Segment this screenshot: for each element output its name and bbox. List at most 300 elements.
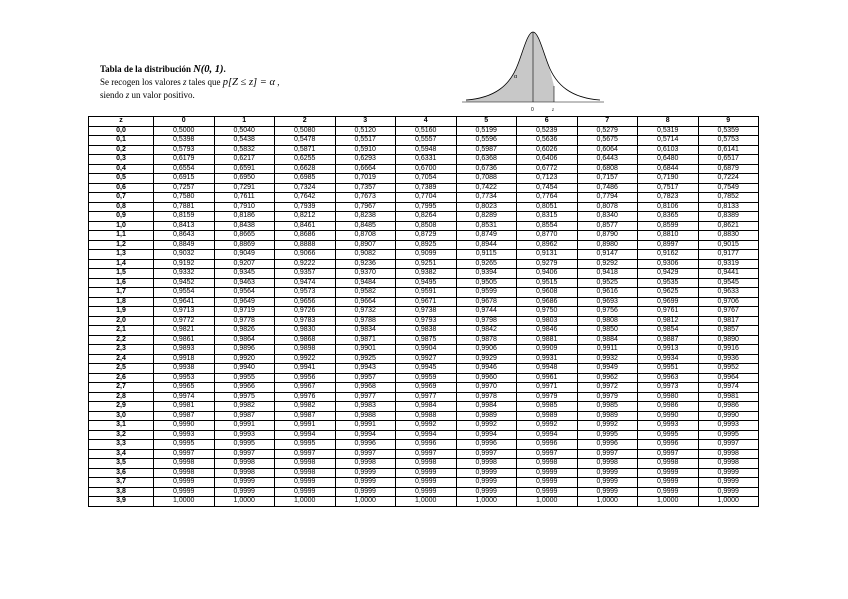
probability-cell: 0,9803 (517, 316, 578, 326)
probability-cell: 0,9979 (517, 392, 578, 402)
probability-cell: 0,9984 (456, 402, 517, 412)
probability-cell: 0,7852 (698, 193, 759, 203)
probability-cell: 0,9332 (154, 269, 215, 279)
line3-variable: z (125, 90, 130, 100)
probability-cell: 0,9846 (517, 326, 578, 336)
probability-cell: 0,9871 (335, 335, 396, 345)
z-value-cell: 2,4 (89, 354, 154, 364)
probability-cell: 0,9693 (577, 297, 638, 307)
z-value-cell: 2,9 (89, 402, 154, 412)
probability-cell: 0,8997 (638, 240, 699, 250)
probability-cell: 1,0000 (577, 497, 638, 507)
probability-cell: 0,8238 (335, 212, 396, 222)
probability-cell: 0,9706 (698, 297, 759, 307)
probability-cell: 0,9177 (698, 250, 759, 260)
probability-cell: 0,9821 (154, 326, 215, 336)
probability-cell: 0,9887 (638, 335, 699, 345)
probability-cell: 0,9999 (456, 487, 517, 497)
probability-cell: 0,9948 (517, 364, 578, 374)
z-value-cell: 3,6 (89, 468, 154, 478)
probability-cell: 0,9982 (275, 402, 336, 412)
probability-cell: 0,9982 (214, 402, 275, 412)
z-value-cell: 3,8 (89, 487, 154, 497)
probability-cell: 0,5987 (456, 145, 517, 155)
probability-cell: 0,9994 (517, 430, 578, 440)
probability-cell: 0,9394 (456, 269, 517, 279)
probability-cell: 0,9998 (396, 459, 457, 469)
normal-distribution-table (88, 116, 759, 507)
probability-cell: 0,9279 (517, 259, 578, 269)
probability-cell: 0,9032 (154, 250, 215, 260)
probability-cell: 0,9608 (517, 288, 578, 298)
probability-cell: 0,9916 (698, 345, 759, 355)
probability-cell: 0,8212 (275, 212, 336, 222)
table-row (89, 440, 759, 450)
title-formula: N(0, 1) (193, 64, 224, 75)
probability-cell: 0,8315 (517, 212, 578, 222)
probability-cell: 0,9857 (698, 326, 759, 336)
probability-cell: 0,7673 (335, 193, 396, 203)
probability-cell: 0,9970 (456, 383, 517, 393)
probability-cell: 0,9222 (275, 259, 336, 269)
description-line-1 (100, 76, 430, 89)
probability-cell: 0,9988 (335, 411, 396, 421)
probability-cell: 0,9484 (335, 278, 396, 288)
probability-cell: 0,9932 (577, 354, 638, 364)
table-row (89, 326, 759, 336)
probability-cell: 0,9515 (517, 278, 578, 288)
table-row (89, 202, 759, 212)
z-value-cell: 2,5 (89, 364, 154, 374)
probability-cell: 0,9952 (698, 364, 759, 374)
z-value-cell: 0,6 (89, 183, 154, 193)
probability-cell: 0,9817 (698, 316, 759, 326)
probability-cell: 0,7794 (577, 193, 638, 203)
probability-cell: 0,9998 (154, 459, 215, 469)
probability-cell: 0,6879 (698, 164, 759, 174)
probability-cell: 0,7734 (456, 193, 517, 203)
probability-cell: 0,9967 (275, 383, 336, 393)
probability-cell: 0,6480 (638, 155, 699, 165)
probability-cell: 0,9441 (698, 269, 759, 279)
line2-variable: z (182, 77, 187, 87)
probability-cell: 0,9987 (154, 411, 215, 421)
probability-cell: 0,5160 (396, 126, 457, 136)
table-row (89, 269, 759, 279)
probability-cell: 0,9995 (154, 440, 215, 450)
probability-cell: 0,9995 (698, 430, 759, 440)
probability-cell: 0,9991 (335, 421, 396, 431)
probability-cell: 0,9616 (577, 288, 638, 298)
probability-cell: 0,8665 (214, 231, 275, 241)
probability-cell: 0,9987 (275, 411, 336, 421)
probability-cell: 0,9292 (577, 259, 638, 269)
probability-cell: 0,9251 (396, 259, 457, 269)
column-header-0: 0 (154, 117, 215, 127)
probability-cell: 0,9147 (577, 250, 638, 260)
table-title (100, 63, 430, 76)
table-row (89, 193, 759, 203)
probability-cell: 0,9893 (154, 345, 215, 355)
probability-cell: 0,7157 (577, 174, 638, 184)
probability-cell: 0,9997 (517, 449, 578, 459)
probability-cell: 0,7642 (275, 193, 336, 203)
probability-cell: 0,9345 (214, 269, 275, 279)
table-row (89, 297, 759, 307)
probability-cell: 0,9973 (638, 383, 699, 393)
probability-cell: 0,9992 (396, 421, 457, 431)
probability-cell: 0,9997 (638, 449, 699, 459)
z-value-cell: 0,1 (89, 136, 154, 146)
probability-cell: 0,9966 (214, 383, 275, 393)
probability-cell: 0,9793 (396, 316, 457, 326)
probability-cell: 0,8907 (335, 240, 396, 250)
table-row (89, 373, 759, 383)
probability-cell: 0,9999 (577, 487, 638, 497)
z-value-cell: 0,3 (89, 155, 154, 165)
probability-cell: 0,9999 (214, 487, 275, 497)
probability-cell: 0,9319 (698, 259, 759, 269)
probability-cell: 0,9265 (456, 259, 517, 269)
probability-cell: 0,8925 (396, 240, 457, 250)
probability-cell: 0,9699 (638, 297, 699, 307)
z-value-cell: 1,4 (89, 259, 154, 269)
probability-cell: 0,9998 (698, 449, 759, 459)
probability-cell: 0,9993 (638, 421, 699, 431)
probability-cell: 0,9162 (638, 250, 699, 260)
probability-cell: 0,9980 (638, 392, 699, 402)
probability-cell: 0,9999 (335, 487, 396, 497)
line2-suffix: , (274, 77, 280, 87)
probability-cell: 0,9994 (275, 430, 336, 440)
z-label: z (552, 108, 554, 113)
probability-cell: 0,8186 (214, 212, 275, 222)
probability-cell: 0,9909 (517, 345, 578, 355)
probability-cell: 0,9998 (154, 468, 215, 478)
probability-cell: 0,9997 (154, 449, 215, 459)
probability-cell: 0,6772 (517, 164, 578, 174)
probability-cell: 0,6628 (275, 164, 336, 174)
probability-cell: 0,9881 (517, 335, 578, 345)
z-value-cell: 1,0 (89, 221, 154, 231)
probability-cell: 0,9999 (396, 487, 457, 497)
probability-cell: 0,9890 (698, 335, 759, 345)
probability-cell: 0,9993 (154, 430, 215, 440)
probability-cell: 0,9999 (456, 468, 517, 478)
line3-prefix: siendo (100, 90, 126, 100)
z-value-cell: 3,9 (89, 497, 154, 507)
probability-formula: p[Z ≤ z] = α (222, 77, 275, 88)
probability-cell: 0,6591 (214, 164, 275, 174)
probability-cell: 0,9656 (275, 297, 336, 307)
probability-cell: 0,9834 (335, 326, 396, 336)
probability-cell: 0,9975 (214, 392, 275, 402)
column-header-1: 1 (214, 117, 275, 127)
probability-cell: 0,9999 (154, 487, 215, 497)
probability-cell: 0,7995 (396, 202, 457, 212)
probability-cell: 0,8962 (517, 240, 578, 250)
probability-cell: 0,9997 (214, 449, 275, 459)
probability-cell: 0,9959 (396, 373, 457, 383)
probability-cell: 0,9974 (154, 392, 215, 402)
probability-cell: 0,9927 (396, 354, 457, 364)
probability-cell: 0,8159 (154, 212, 215, 222)
table-row (89, 259, 759, 269)
probability-cell: 0,8749 (456, 231, 517, 241)
z-value-cell: 2,3 (89, 345, 154, 355)
z-value-cell: 2,8 (89, 392, 154, 402)
table-row (89, 126, 759, 136)
probability-cell: 0,9981 (154, 402, 215, 412)
z-value-cell: 2,1 (89, 326, 154, 336)
table-row (89, 411, 759, 421)
probability-cell: 0,9808 (577, 316, 638, 326)
probability-cell: 0,9382 (396, 269, 457, 279)
probability-cell: 0,8051 (517, 202, 578, 212)
probability-cell: 0,6915 (154, 174, 215, 184)
probability-cell: 0,6179 (154, 155, 215, 165)
probability-cell: 0,9997 (335, 449, 396, 459)
probability-cell: 0,9992 (517, 421, 578, 431)
probability-cell: 0,9986 (638, 402, 699, 412)
probability-cell: 0,5319 (638, 126, 699, 136)
probability-cell: 0,9406 (517, 269, 578, 279)
probability-cell: 0,9495 (396, 278, 457, 288)
z-value-cell: 0,8 (89, 202, 154, 212)
probability-cell: 0,6808 (577, 164, 638, 174)
probability-cell: 0,6406 (517, 155, 578, 165)
probability-cell: 0,9850 (577, 326, 638, 336)
probability-cell: 0,6985 (275, 174, 336, 184)
probability-cell: 0,6368 (456, 155, 517, 165)
table-row (89, 240, 759, 250)
probability-cell: 0,5517 (335, 136, 396, 146)
probability-cell: 0,9969 (396, 383, 457, 393)
probability-cell: 0,9788 (335, 316, 396, 326)
probability-cell: 0,7967 (335, 202, 396, 212)
z-value-cell: 3,3 (89, 440, 154, 450)
probability-cell: 0,7324 (275, 183, 336, 193)
probability-cell: 0,9999 (456, 478, 517, 488)
probability-cell: 0,9991 (275, 421, 336, 431)
title-suffix: . (223, 64, 226, 74)
z-value-cell: 2,2 (89, 335, 154, 345)
probability-cell: 0,9207 (214, 259, 275, 269)
z-value-cell: 0,9 (89, 212, 154, 222)
probability-cell: 0,7257 (154, 183, 215, 193)
probability-cell: 0,9357 (275, 269, 336, 279)
probability-cell: 0,5753 (698, 136, 759, 146)
probability-cell: 0,8106 (638, 202, 699, 212)
z-value-cell: 1,1 (89, 231, 154, 241)
probability-cell: 0,9949 (577, 364, 638, 374)
probability-cell: 0,9955 (214, 373, 275, 383)
probability-cell: 0,8340 (577, 212, 638, 222)
table-row (89, 231, 759, 241)
probability-cell: 0,8389 (698, 212, 759, 222)
probability-cell: 0,9744 (456, 307, 517, 317)
table-row (89, 307, 759, 317)
probability-cell: 0,9961 (517, 373, 578, 383)
probability-cell: 0,9999 (638, 468, 699, 478)
z-value-cell: 0,2 (89, 145, 154, 155)
normal-curve-figure (458, 28, 608, 116)
probability-cell: 0,9996 (638, 440, 699, 450)
probability-cell: 0,9750 (517, 307, 578, 317)
table-row (89, 250, 759, 260)
probability-cell: 0,9049 (214, 250, 275, 260)
probability-cell: 0,7054 (396, 174, 457, 184)
probability-cell: 0,8023 (456, 202, 517, 212)
probability-cell: 0,9998 (577, 459, 638, 469)
probability-cell: 0,9989 (517, 411, 578, 421)
probability-cell: 0,9591 (396, 288, 457, 298)
probability-cell: 0,8438 (214, 221, 275, 231)
probability-cell: 1,0000 (698, 497, 759, 507)
probability-cell: 0,9989 (456, 411, 517, 421)
probability-cell: 0,9864 (214, 335, 275, 345)
probability-cell: 0,8264 (396, 212, 457, 222)
probability-cell: 0,7580 (154, 193, 215, 203)
column-header-9: 9 (698, 117, 759, 127)
table-row (89, 468, 759, 478)
probability-cell: 0,9726 (275, 307, 336, 317)
probability-cell: 0,9990 (154, 421, 215, 431)
probability-cell: 0,9960 (456, 373, 517, 383)
probability-cell: 0,7704 (396, 193, 457, 203)
probability-cell: 0,7910 (214, 202, 275, 212)
probability-cell: 0,9826 (214, 326, 275, 336)
table-header-row (89, 117, 759, 127)
probability-cell: 0,9992 (577, 421, 638, 431)
probability-cell: 0,9951 (638, 364, 699, 374)
probability-cell: 0,7764 (517, 193, 578, 203)
z-value-cell: 1,8 (89, 297, 154, 307)
probability-cell: 0,9505 (456, 278, 517, 288)
z-value-cell: 1,6 (89, 278, 154, 288)
probability-cell: 0,9997 (577, 449, 638, 459)
probability-cell: 0,5557 (396, 136, 457, 146)
probability-cell: 0,7019 (335, 174, 396, 184)
probability-cell: 0,9452 (154, 278, 215, 288)
table-row (89, 392, 759, 402)
probability-cell: 0,9719 (214, 307, 275, 317)
probability-cell: 0,8554 (517, 221, 578, 231)
table-body (89, 126, 759, 506)
z-value-cell: 0,5 (89, 174, 154, 184)
probability-cell: 0,9929 (456, 354, 517, 364)
table-row (89, 316, 759, 326)
probability-cell: 0,9946 (456, 364, 517, 374)
probability-cell: 0,5793 (154, 145, 215, 155)
probability-cell: 0,9991 (214, 421, 275, 431)
probability-cell: 0,9968 (335, 383, 396, 393)
probability-cell: 0,9999 (517, 478, 578, 488)
column-header-7: 7 (577, 117, 638, 127)
probability-cell: 1,0000 (456, 497, 517, 507)
probability-cell: 0,9664 (335, 297, 396, 307)
probability-cell: 0,9671 (396, 297, 457, 307)
z-value-cell: 3,2 (89, 430, 154, 440)
probability-cell: 0,9131 (517, 250, 578, 260)
probability-cell: 0,9984 (396, 402, 457, 412)
probability-cell: 0,9983 (335, 402, 396, 412)
probability-cell: 0,9994 (456, 430, 517, 440)
probability-cell: 1,0000 (517, 497, 578, 507)
probability-cell: 0,9236 (335, 259, 396, 269)
probability-cell: 0,9997 (698, 440, 759, 450)
probability-cell: 0,9099 (396, 250, 457, 260)
z-value-cell: 1,2 (89, 240, 154, 250)
z-value-cell: 0,7 (89, 193, 154, 203)
probability-cell: 0,6103 (638, 145, 699, 155)
probability-cell: 0,8888 (275, 240, 336, 250)
probability-cell: 0,9931 (517, 354, 578, 364)
table-row (89, 421, 759, 431)
probability-cell: 0,8790 (577, 231, 638, 241)
probability-cell: 0,9995 (577, 430, 638, 440)
table-row (89, 459, 759, 469)
probability-cell: 0,9995 (275, 440, 336, 450)
probability-cell: 0,9913 (638, 345, 699, 355)
probability-cell: 0,9945 (396, 364, 457, 374)
probability-cell: 0,8461 (275, 221, 336, 231)
probability-cell: 0,8686 (275, 231, 336, 241)
probability-cell: 0,9994 (396, 430, 457, 440)
z-value-cell: 1,5 (89, 269, 154, 279)
probability-cell: 0,9990 (638, 411, 699, 421)
probability-cell: 0,9906 (456, 345, 517, 355)
table-row (89, 364, 759, 374)
probability-cell: 0,9995 (638, 430, 699, 440)
probability-cell: 0,5948 (396, 145, 457, 155)
probability-cell: 0,9996 (577, 440, 638, 450)
probability-cell: 0,9854 (638, 326, 699, 336)
z-value-cell: 1,7 (89, 288, 154, 298)
probability-cell: 0,9964 (698, 373, 759, 383)
table-row (89, 345, 759, 355)
probability-cell: 0,7454 (517, 183, 578, 193)
probability-cell: 0,9985 (577, 402, 638, 412)
table-row (89, 164, 759, 174)
probability-cell: 0,5478 (275, 136, 336, 146)
probability-cell: 0,9941 (275, 364, 336, 374)
table-row (89, 497, 759, 507)
table-row (89, 155, 759, 165)
probability-cell: 0,9633 (698, 288, 759, 298)
probability-cell: 0,9082 (335, 250, 396, 260)
probability-cell: 0,5199 (456, 126, 517, 136)
table-row (89, 430, 759, 440)
probability-cell: 0,9999 (638, 487, 699, 497)
probability-cell: 0,5080 (275, 126, 336, 136)
probability-cell: 0,8643 (154, 231, 215, 241)
column-header-z: z (89, 117, 154, 127)
probability-cell: 0,5596 (456, 136, 517, 146)
probability-cell: 0,9992 (456, 421, 517, 431)
probability-cell: 0,6443 (577, 155, 638, 165)
table-row (89, 383, 759, 393)
probability-cell: 0,8078 (577, 202, 638, 212)
table-row (89, 478, 759, 488)
probability-cell: 0,9972 (577, 383, 638, 393)
probability-cell: 0,9998 (517, 459, 578, 469)
probability-cell: 0,6517 (698, 155, 759, 165)
probability-cell: 0,5239 (517, 126, 578, 136)
probability-cell: 0,9998 (638, 459, 699, 469)
probability-cell: 0,7549 (698, 183, 759, 193)
probability-cell: 0,9999 (275, 487, 336, 497)
